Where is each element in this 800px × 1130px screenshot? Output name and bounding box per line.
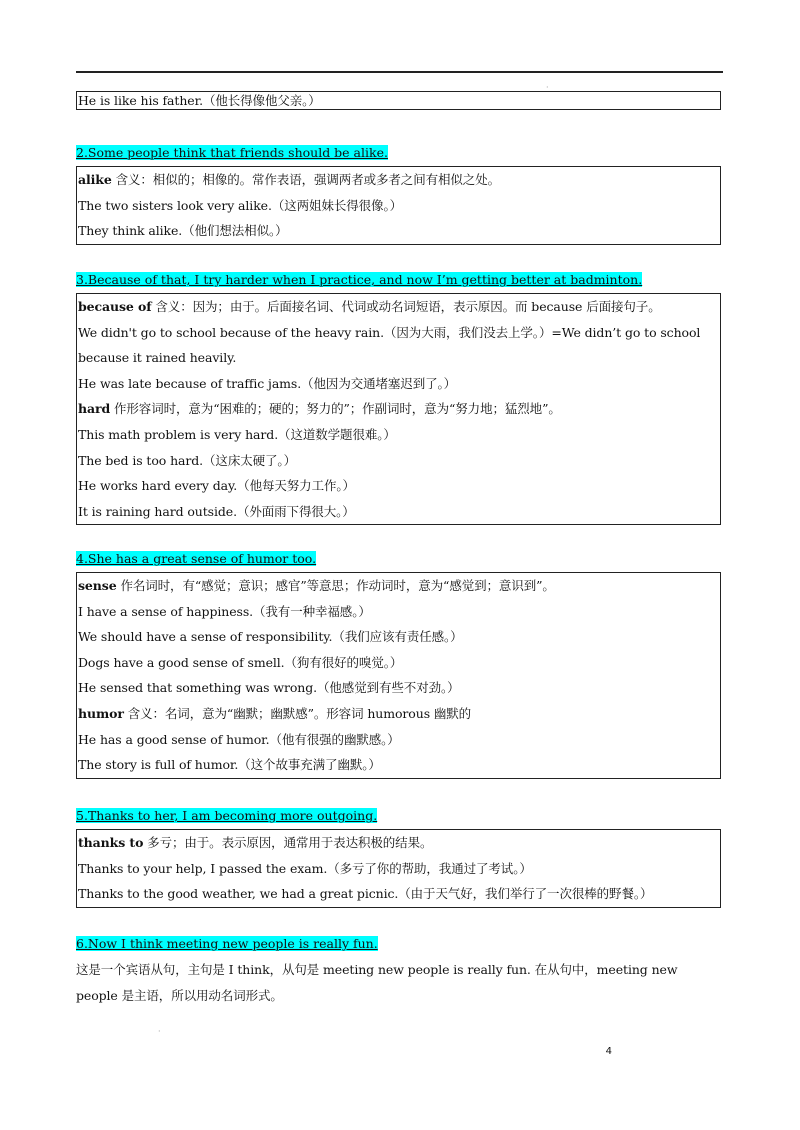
- body-line: 这是一个宾语从句，主句是 I think，从句是 meeting new people is really fun. 在从句中，meeting new: [76, 962, 678, 977]
- explanation-line: [78, 830, 719, 856]
- explanation-line: [78, 599, 719, 625]
- explanation-line: [78, 193, 719, 219]
- explanation-line: [78, 856, 719, 882]
- explanation-line: [78, 371, 719, 397]
- explanation-line: [78, 573, 719, 599]
- line-text: It is raining hard outside.（外面雨下得很大。）: [78, 503, 355, 519]
- explanation-line: [78, 701, 719, 727]
- explanation-line: [78, 422, 719, 448]
- keyword: alike: [78, 172, 112, 187]
- example-line: He is like his father.（他长得像他父亲。）: [78, 93, 321, 108]
- line-text: Dogs have a good sense of smell.（狗有很好的嗅觉。）: [78, 654, 403, 670]
- explanation-box-4: [76, 572, 721, 779]
- explanation-line: [78, 499, 719, 525]
- line-text: 作形容词时，意为“困难的；硬的；努力的”；作副词时，意为“努力地；猛烈地”。: [110, 401, 561, 417]
- line-text: 作名词时，有“感觉；意识；感官”等意思；作动词时，意为“感觉到；意识到”。: [116, 578, 555, 593]
- line-text: 含义：因为；由于。后面接名词、代词或动名词短语，表示原因。而 because 后面接句子。: [151, 299, 661, 314]
- explanation-line: [78, 752, 719, 778]
- explanation-line: [78, 218, 719, 244]
- page-number: 4: [605, 1046, 612, 1057]
- line-text: We should have a sense of responsibility.（我们应该有责任感。）: [78, 629, 463, 645]
- body-line: people 是主语，所以用动名词形式。: [76, 987, 283, 1003]
- explanation-line: [78, 650, 719, 676]
- explanation-line: [78, 473, 719, 499]
- explanation-line: [78, 396, 719, 422]
- keyword: sense: [78, 578, 117, 593]
- line-text: Thanks to the good weather, we had a great picnic.（由于天气好，我们举行了一次很棒的野餐。）: [78, 886, 653, 902]
- keyword: humor: [78, 705, 124, 721]
- line-text: He sensed that something was wrong.（他感觉到有些不对劲。）: [78, 680, 460, 696]
- line-text: He works hard every day.（他每天努力工作。）: [78, 478, 355, 494]
- keyword: because of: [78, 299, 152, 314]
- explanation-line: [78, 345, 719, 371]
- section-6-body: [76, 957, 726, 1008]
- line-text: 含义：相似的；相像的。常作表语，强调两者或多者之间有相似之处。: [111, 172, 500, 187]
- example-box-top: [76, 91, 721, 110]
- stray-dot: ·: [158, 1027, 161, 1036]
- highlighted-heading-text: 2.Some people think that friends should be alike.: [76, 145, 388, 160]
- explanation-line: [78, 294, 719, 320]
- line-text: because it rained heavily.: [78, 350, 237, 366]
- line-text: The story is full of humor.（这个故事充满了幽默。）: [78, 757, 381, 773]
- section-heading-4: [76, 550, 316, 567]
- explanation-line: [78, 448, 719, 474]
- stray-dot: ·: [546, 83, 549, 92]
- line-text: 多亏；由于。表示原因，通常用于表达积极的结果。: [143, 835, 433, 850]
- explanation-line: [78, 881, 719, 907]
- section-heading-6: [76, 935, 378, 952]
- section-heading-3: [76, 271, 642, 288]
- explanation-line: [78, 624, 719, 650]
- line-text: I have a sense of happiness.（我有一种幸福感。）: [78, 603, 371, 619]
- highlighted-heading-text: 5.Thanks to her, I am becoming more outgoing.: [76, 808, 378, 823]
- line-text: Thanks to your help, I passed the exam.（多亏了你的帮助，我通过了考试。）: [78, 860, 532, 876]
- line-text: This math problem is very hard.（这道数学题很难。）: [78, 426, 396, 442]
- explanation-box-2: [76, 166, 721, 245]
- explanation-line: [78, 727, 719, 753]
- keyword: thanks to: [78, 835, 144, 850]
- keyword: hard: [78, 401, 111, 417]
- line-text: The two sisters look very alike.（这两姐妹长得很像。）: [78, 197, 403, 213]
- line-text: He has a good sense of humor.（他有很强的幽默感。）: [78, 731, 400, 747]
- explanation-line: [78, 167, 719, 193]
- explanation-box-3: [76, 293, 721, 525]
- highlighted-heading-text: 4.She has a great sense of humor too.: [76, 551, 317, 566]
- line-text: We didn't go to school because of the heavy rain.（因为大雨，我们没去上学。）=We didn’t go to school: [78, 324, 701, 340]
- line-text: The bed is too hard.（这床太硬了。）: [78, 452, 296, 468]
- line-text: They think alike.（他们想法相似。）: [78, 223, 288, 239]
- section-heading-2: [76, 144, 388, 161]
- explanation-box-5: [76, 829, 721, 908]
- section-heading-5: [76, 807, 377, 824]
- explanation-line: [78, 320, 719, 346]
- explanation-line: [78, 675, 719, 701]
- highlighted-heading-text: 6.Now I think meeting new people is really fun.: [76, 936, 378, 951]
- line-text: He was late because of traffic jams.（他因为交通堵塞迟到了。）: [78, 375, 457, 391]
- line-text: 含义：名词，意为“幽默；幽默感”。形容词 humorous 幽默的: [123, 705, 472, 721]
- header-rule: [76, 71, 723, 73]
- highlighted-heading-text: 3.Because of that, I try harder when I practice, and now I’m getting better at badminton.: [76, 272, 643, 287]
